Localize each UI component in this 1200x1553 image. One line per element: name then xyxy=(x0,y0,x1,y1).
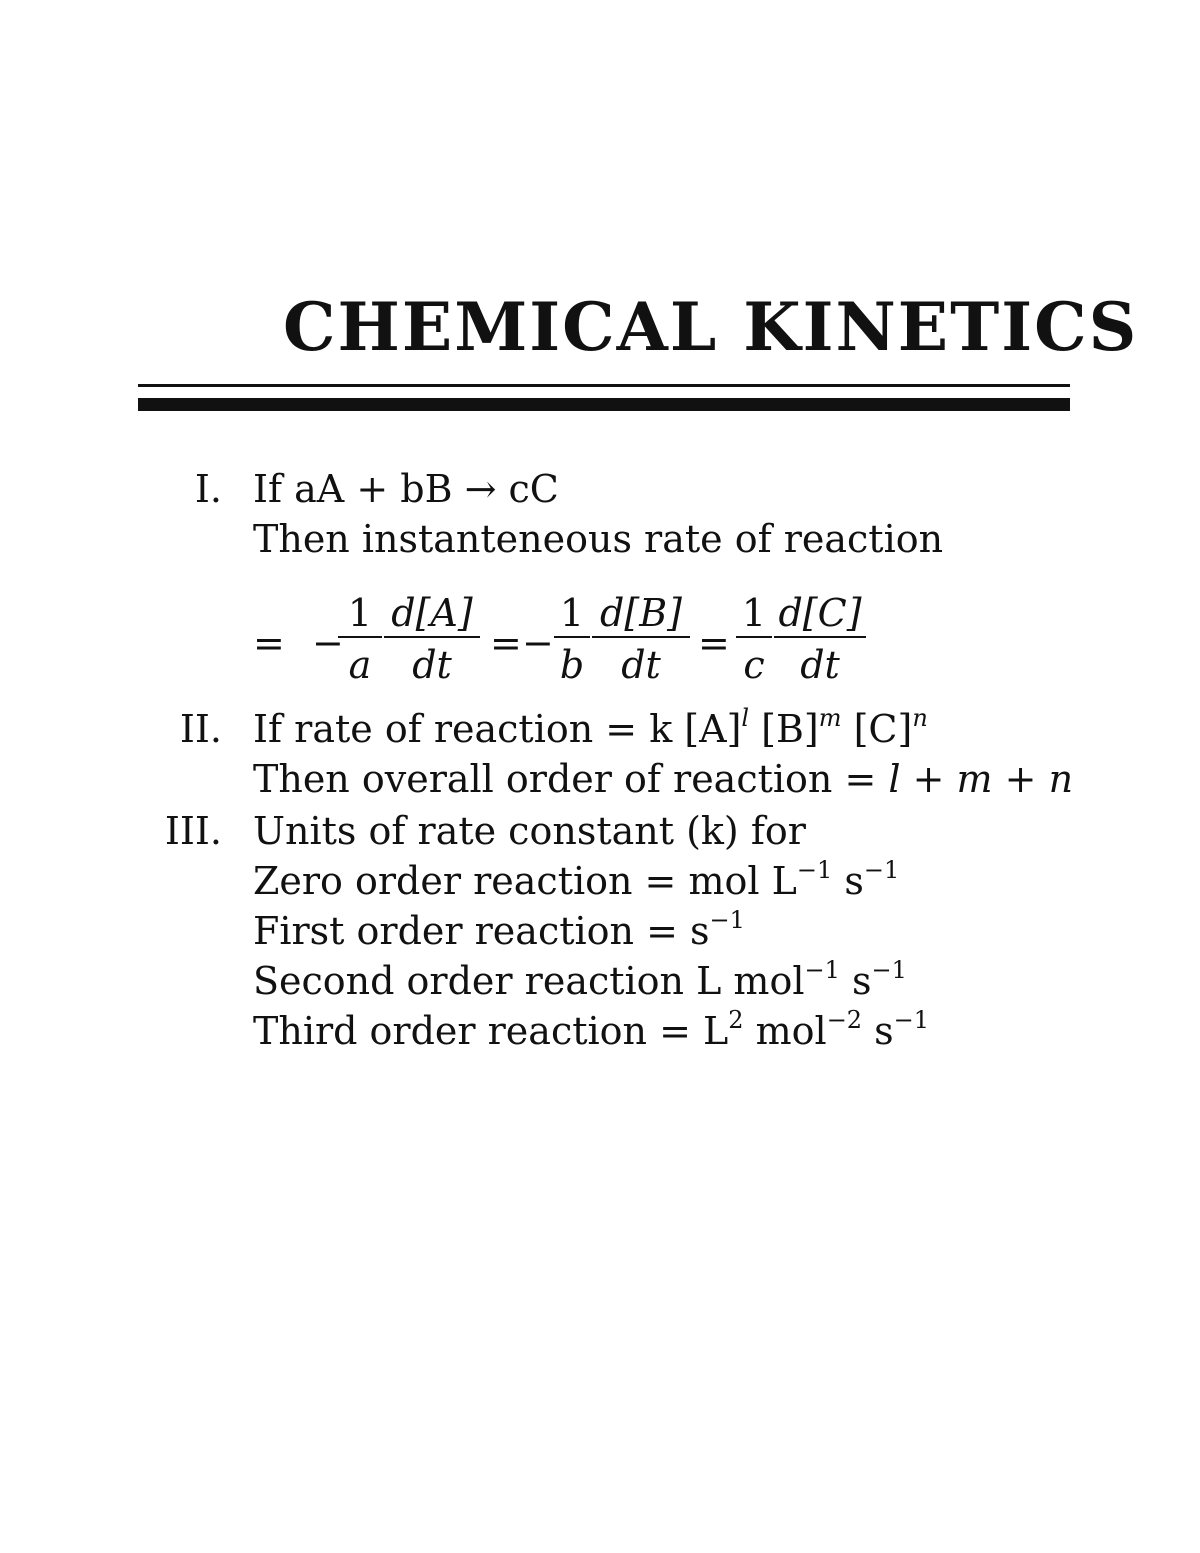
overall-order-prefix: Then overall order of reaction = xyxy=(253,757,889,801)
title-rule-thin xyxy=(138,384,1070,387)
equals-sign: = xyxy=(698,621,730,665)
unit-s: s xyxy=(839,959,872,1003)
equals-sign: = xyxy=(253,621,285,665)
first-order-prefix: First order reaction = s xyxy=(253,909,710,953)
exponent: −1 xyxy=(709,906,745,934)
fraction-1-over-b xyxy=(554,591,590,687)
fraction-numerator: d[B] xyxy=(600,591,682,635)
fraction-dB-dt xyxy=(592,591,690,687)
fraction-1-over-c xyxy=(736,591,772,687)
fraction-denominator: a xyxy=(348,643,372,687)
fraction-numerator: d[A] xyxy=(391,591,473,635)
page-title: CHEMICAL KINETICS xyxy=(283,288,1139,366)
zero-order-units xyxy=(253,856,900,903)
fraction-numerator: 1 xyxy=(559,591,585,635)
reaction-equation: If aA + bB → cC xyxy=(253,467,559,511)
rate-law-prefix: If rate of reaction = k [A] xyxy=(253,707,742,751)
units-heading: Units of rate constant (k) for xyxy=(253,809,806,853)
unit-mol: mol xyxy=(743,1009,827,1053)
exponent-n: n xyxy=(912,704,928,732)
zero-order-prefix: Zero order reaction = mol L xyxy=(253,859,797,903)
fraction-numerator: d[C] xyxy=(778,591,862,635)
rate-law-b: [B] xyxy=(749,707,819,751)
rate-law xyxy=(253,704,928,751)
fraction-numerator: 1 xyxy=(347,591,373,635)
fraction-denominator: dt xyxy=(412,643,452,687)
fraction-denominator: dt xyxy=(800,643,840,687)
second-order-prefix: Second order reaction L mol xyxy=(253,959,805,1003)
rate-definition-text: Then instanteneous rate of reaction xyxy=(253,517,944,561)
unit-s: s xyxy=(832,859,864,903)
section-numeral-ii: II. xyxy=(179,707,222,751)
exponent: −1 xyxy=(871,956,907,984)
fraction-denominator: dt xyxy=(621,643,661,687)
exponent: −2 xyxy=(826,1006,863,1034)
exponent: 2 xyxy=(728,1006,744,1034)
fraction-dA-dt xyxy=(384,591,480,687)
fraction-denominator: b xyxy=(559,643,585,687)
section-numeral-i: I. xyxy=(194,467,222,511)
title-rule-thick xyxy=(138,398,1070,411)
first-order-units xyxy=(253,906,745,953)
fraction-1-over-a xyxy=(338,591,382,687)
minus-sign: − xyxy=(522,621,554,665)
exponent-m: m xyxy=(818,704,842,732)
minus-sign: − xyxy=(312,621,344,665)
fraction-denominator: c xyxy=(743,643,765,687)
second-order-units xyxy=(253,956,907,1003)
exponent: −1 xyxy=(863,856,900,884)
overall-order-expression: l + m + n xyxy=(888,757,1074,801)
overall-order xyxy=(253,757,1074,801)
fraction-dC-dt xyxy=(774,591,866,687)
equals-sign: = xyxy=(490,621,522,665)
exponent: −1 xyxy=(893,1006,930,1034)
section-numeral-iii: III. xyxy=(164,809,222,853)
unit-s: s xyxy=(862,1009,894,1053)
third-order-prefix: Third order reaction = L xyxy=(253,1009,729,1053)
exponent: −1 xyxy=(804,956,840,984)
third-order-units xyxy=(253,1006,930,1053)
rate-law-c: [C] xyxy=(841,707,913,751)
exponent-l: l xyxy=(741,704,750,732)
exponent: −1 xyxy=(796,856,833,884)
fraction-numerator: 1 xyxy=(741,591,767,635)
